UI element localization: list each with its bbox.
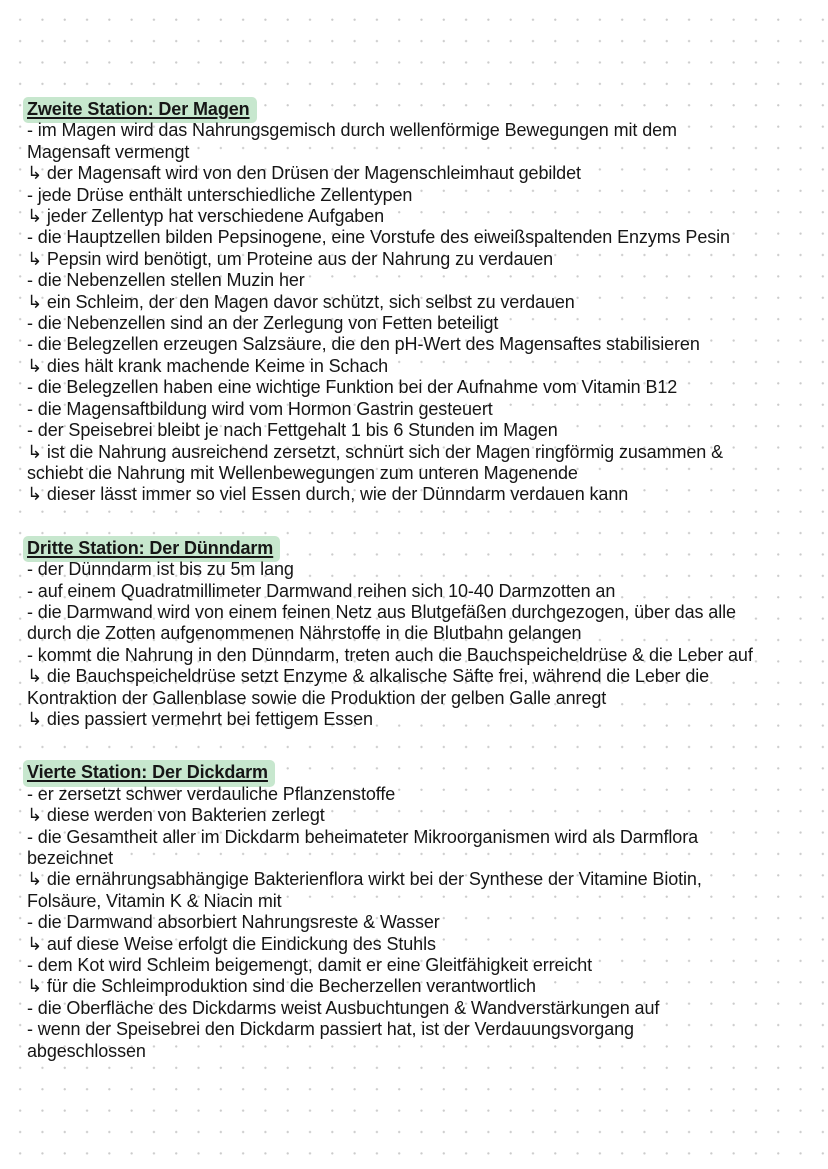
note-line: - im Magen wird das Nahrungsgemisch durch wellenförmige Bewegungen mit dem <box>27 120 677 141</box>
notes-section <box>27 97 820 506</box>
note-line: - die Nebenzellen sind an der Zerlegung von Fetten beteiligt <box>27 313 499 334</box>
note-line: ↳ diese werden von Bakterien zerlegt <box>27 805 325 826</box>
notes-section <box>27 536 820 731</box>
note-line: ↳ die ernährungsabhängige Bakterienflora wirkt bei der Synthese der Vitamine Biotin, <box>27 869 702 890</box>
note-line: bezeichnet <box>27 848 114 868</box>
note-line: - die Darmwand wird von einem feinen Netz aus Blutgefäßen durchgezogen, über das alle <box>27 601 736 622</box>
note-line: abgeschlossen <box>27 1040 146 1061</box>
note-line: ↳ auf diese Weise erfolgt die Eindickung des Stuhls <box>27 933 436 954</box>
note-line: ↳ der Magensaft wird von den Drüsen der Magenschleimhaut gebildet <box>27 163 581 184</box>
note-line: - die Belegzellen haben eine wichtige Funktion bei der Aufnahme vom Vitamin B12 <box>27 377 678 398</box>
note-line: - der Dünndarm ist bis zu 5m lang <box>27 559 294 580</box>
note-line: - die Darmwand absorbiert Nahrungsreste & Wasser <box>27 912 440 933</box>
note-line: - er zersetzt schwer verdauliche Pflanzenstoffe <box>27 783 396 804</box>
note-line: ↳ Pepsin wird benötigt, um Proteine aus der Nahrung zu verdauen <box>27 248 554 269</box>
note-line: - die Belegzellen erzeugen Salzsäure, die den pH-Wert des Magensaftes stabilisieren <box>27 334 700 355</box>
notes-section <box>27 760 820 1062</box>
note-line: ↳ ist die Nahrung ausreichend zersetzt, schnürt sich der Magen ringförmig zusammen & <box>27 441 724 462</box>
note-line: durch die Zotten aufgenommenen Nährstoffe in die Blutbahn gelangen <box>27 623 582 644</box>
note-line: - kommt die Nahrung in den Dünndarm, treten auch die Bauchspeicheldrüse & die Leber auf <box>27 644 753 665</box>
note-line: ↳ dieser lässt immer so viel Essen durch, wie der Dünndarm verdauen kann <box>27 484 629 505</box>
note-line: ↳ für die Schleimproduktion sind die Becherzellen verantwortlich <box>27 976 536 997</box>
note-line: - die Magensaftbildung wird vom Hormon Gastrin gesteuert <box>27 398 493 419</box>
section-heading: Zweite Station: Der Magen <box>23 97 257 123</box>
note-line: ↳ dies hält krank machende Keime in Schach <box>27 355 389 376</box>
note-line: ↳ die Bauchspeicheldrüse setzt Enzyme & alkalische Säfte frei, während die Leber die <box>27 666 710 687</box>
note-line: Folsäure, Vitamin K & Niacin mit <box>27 890 282 911</box>
note-line: - der Speisebrei bleibt je nach Fettgehalt 1 bis 6 Stunden im Magen <box>27 420 558 441</box>
note-line: Magensaft vermengt <box>27 141 190 162</box>
note-line: - die Nebenzellen stellen Muzin her <box>27 270 305 291</box>
note-line: - wenn der Speisebrei den Dickdarm passiert hat, ist der Verdauungsvorgang <box>27 1019 634 1040</box>
note-line: ↳ ein Schleim, der den Magen davor schützt, sich selbst zu verdauen <box>27 291 575 312</box>
note-line: ↳ dies passiert vermehrt bei fettigem Essen <box>27 708 373 729</box>
note-line: - dem Kot wird Schleim beigemengt, damit er eine Gleitfähigkeit erreicht <box>27 955 593 976</box>
note-line: - auf einem Quadratmillimeter Darmwand reihen sich 10-40 Darmzotten an <box>27 580 616 601</box>
section-heading: Dritte Station: Der Dünndarm <box>23 536 280 562</box>
note-line: schiebt die Nahrung mit Wellenbewegungen zum unteren Magenende <box>27 462 578 483</box>
note-line: - die Hauptzellen bilden Pepsinogene, eine Vorstufe des eiweißspaltenden Enzyms Pesin <box>27 227 730 248</box>
note-line: - die Gesamtheit aller im Dickdarm beheimateter Mikroorganismen wird als Darmflora <box>27 826 699 847</box>
note-line: ↳ jeder Zellentyp hat verschiedene Aufgaben <box>27 206 385 227</box>
note-line: Kontraktion der Gallenblase sowie die Produktion der gelben Galle anregt <box>27 687 607 708</box>
section-heading: Vierte Station: Der Dickdarm <box>23 760 275 786</box>
note-line: - die Oberfläche des Dickdarms weist Ausbuchtungen & Wandverstärkungen auf <box>27 997 660 1018</box>
note-line: - jede Drüse enthält unterschiedliche Zellentypen <box>27 184 413 205</box>
